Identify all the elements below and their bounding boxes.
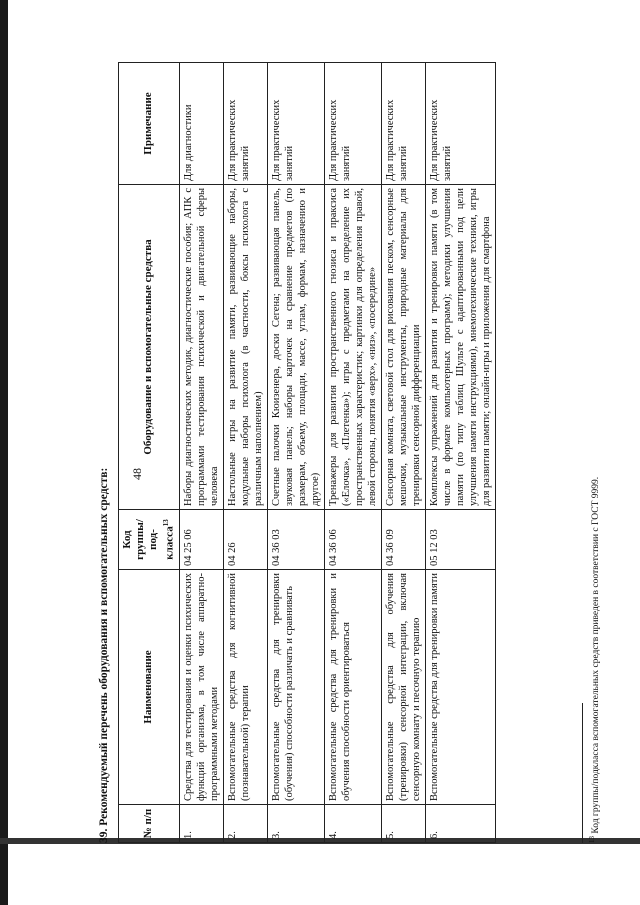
footnote: $^{13}$ Код группы/подкласса вспомогательных средств приведен в соответствии с ГОСТ 9999.	[588, 476, 602, 843]
cell-name: Вспомогательные средства для обучения (тренировки) сенсорной интеграции, включая сенсорную комнату и песочную терапию	[381, 570, 425, 805]
cell-num: 2.	[223, 805, 267, 843]
cell-equipment: Настольные игры на развитие памяти, развивающие наборы, модульные наборы психолога (в частности, боксы психолога с различным наполнением)	[223, 185, 267, 510]
cell-name: Средства для тестирования и оценки психических функций организма, в том числе аппаратно-программными методами	[179, 570, 223, 805]
cell-code: 04 36 03	[267, 510, 324, 570]
cell-num: 1.	[179, 805, 223, 843]
table-row	[425, 63, 495, 843]
cell-num: 5.	[381, 805, 425, 843]
cell-note: Для практических занятий	[267, 63, 324, 185]
cell-note: Для практических занятий	[324, 63, 381, 185]
cell-name: Вспомогательные средства для когнитивной (познавательной) терапии	[223, 570, 267, 805]
equipment-table	[118, 62, 496, 843]
header-name: Наименование	[119, 570, 180, 805]
cell-name: Вспомогательные средства для тренировки памяти	[425, 570, 495, 805]
cell-code: 05 12 03	[425, 510, 495, 570]
header-equipment: Оборудование и вспомогательные средства	[119, 185, 180, 510]
cell-num: 4.	[324, 805, 381, 843]
cell-equipment: Наборы диагностических методик, диагностические пособия; АПК с программами тестирования психической и двигательной сферы человека	[179, 185, 223, 510]
cell-note: Для диагностики	[179, 63, 223, 185]
cell-name: Вспомогательные средства для тренировки (обучения) способности различать и сравнивать	[267, 570, 324, 805]
header-code: Код группы/под-класса$^{13}$	[119, 510, 180, 570]
cell-code: 04 25 06	[179, 510, 223, 570]
cell-num: 3.	[267, 805, 324, 843]
cell-code: 04 36 09	[381, 510, 425, 570]
table-row	[381, 63, 425, 843]
footnote-separator	[582, 703, 583, 843]
cell-note: Для практических занятий	[381, 63, 425, 185]
table-row	[267, 63, 324, 843]
cell-note: Для практических занятий	[425, 63, 495, 185]
header-num: № п/п	[119, 805, 180, 843]
table-row	[223, 63, 267, 843]
cell-name: Вспомогательные средства для тренировки и обучения способности ориентироваться	[324, 570, 381, 805]
cell-num: 6.	[425, 805, 495, 843]
cell-equipment: Тренажеры для развития пространственного гнозиса и праксиса («Елочка», «Плетенка»); игры с предметами на определение их пространственных характеристик; картинки для определения правой, левой стороны, понятия «верх», «низ», «посередине»	[324, 185, 381, 510]
cell-code: 04 36 06	[324, 510, 381, 570]
cell-equipment: Сенсорная комната, световой стол для рисования песком, сенсорные мешочки, музыкальные инструменты, природные материалы для тренировки сенсорной дифференциации	[381, 185, 425, 510]
cell-equipment: Счетные палочки Кюизенера, доски Сегена; развивающая панель, звуковая панель; наборы карточек на сравнение предметов (по размерам, объему, площади, массе, углам, формам, назначению и другое)	[267, 185, 324, 510]
table-header-row	[119, 63, 180, 843]
section-heading: 39. Рекомендуемый перечень оборудования и вспомогательных средств:	[98, 467, 110, 843]
cell-equipment: Комплексы упражнений для развития и тренировки памяти (в том числе в формате компьютерных программ); методики улучшения памяти (по типу таблиц Шульте с адаптированными под цели улучшения памяти инструкциями), мнемотехнические техники, игры для развития памяти; онлайн-игры и приложения для смартфона	[425, 185, 495, 510]
table-row	[324, 63, 381, 843]
header-note: Примечание	[119, 63, 180, 185]
cell-code: 04 26	[223, 510, 267, 570]
table-row	[179, 63, 223, 843]
page-number: 48	[130, 468, 144, 480]
cell-note: Для практических занятий	[223, 63, 267, 185]
